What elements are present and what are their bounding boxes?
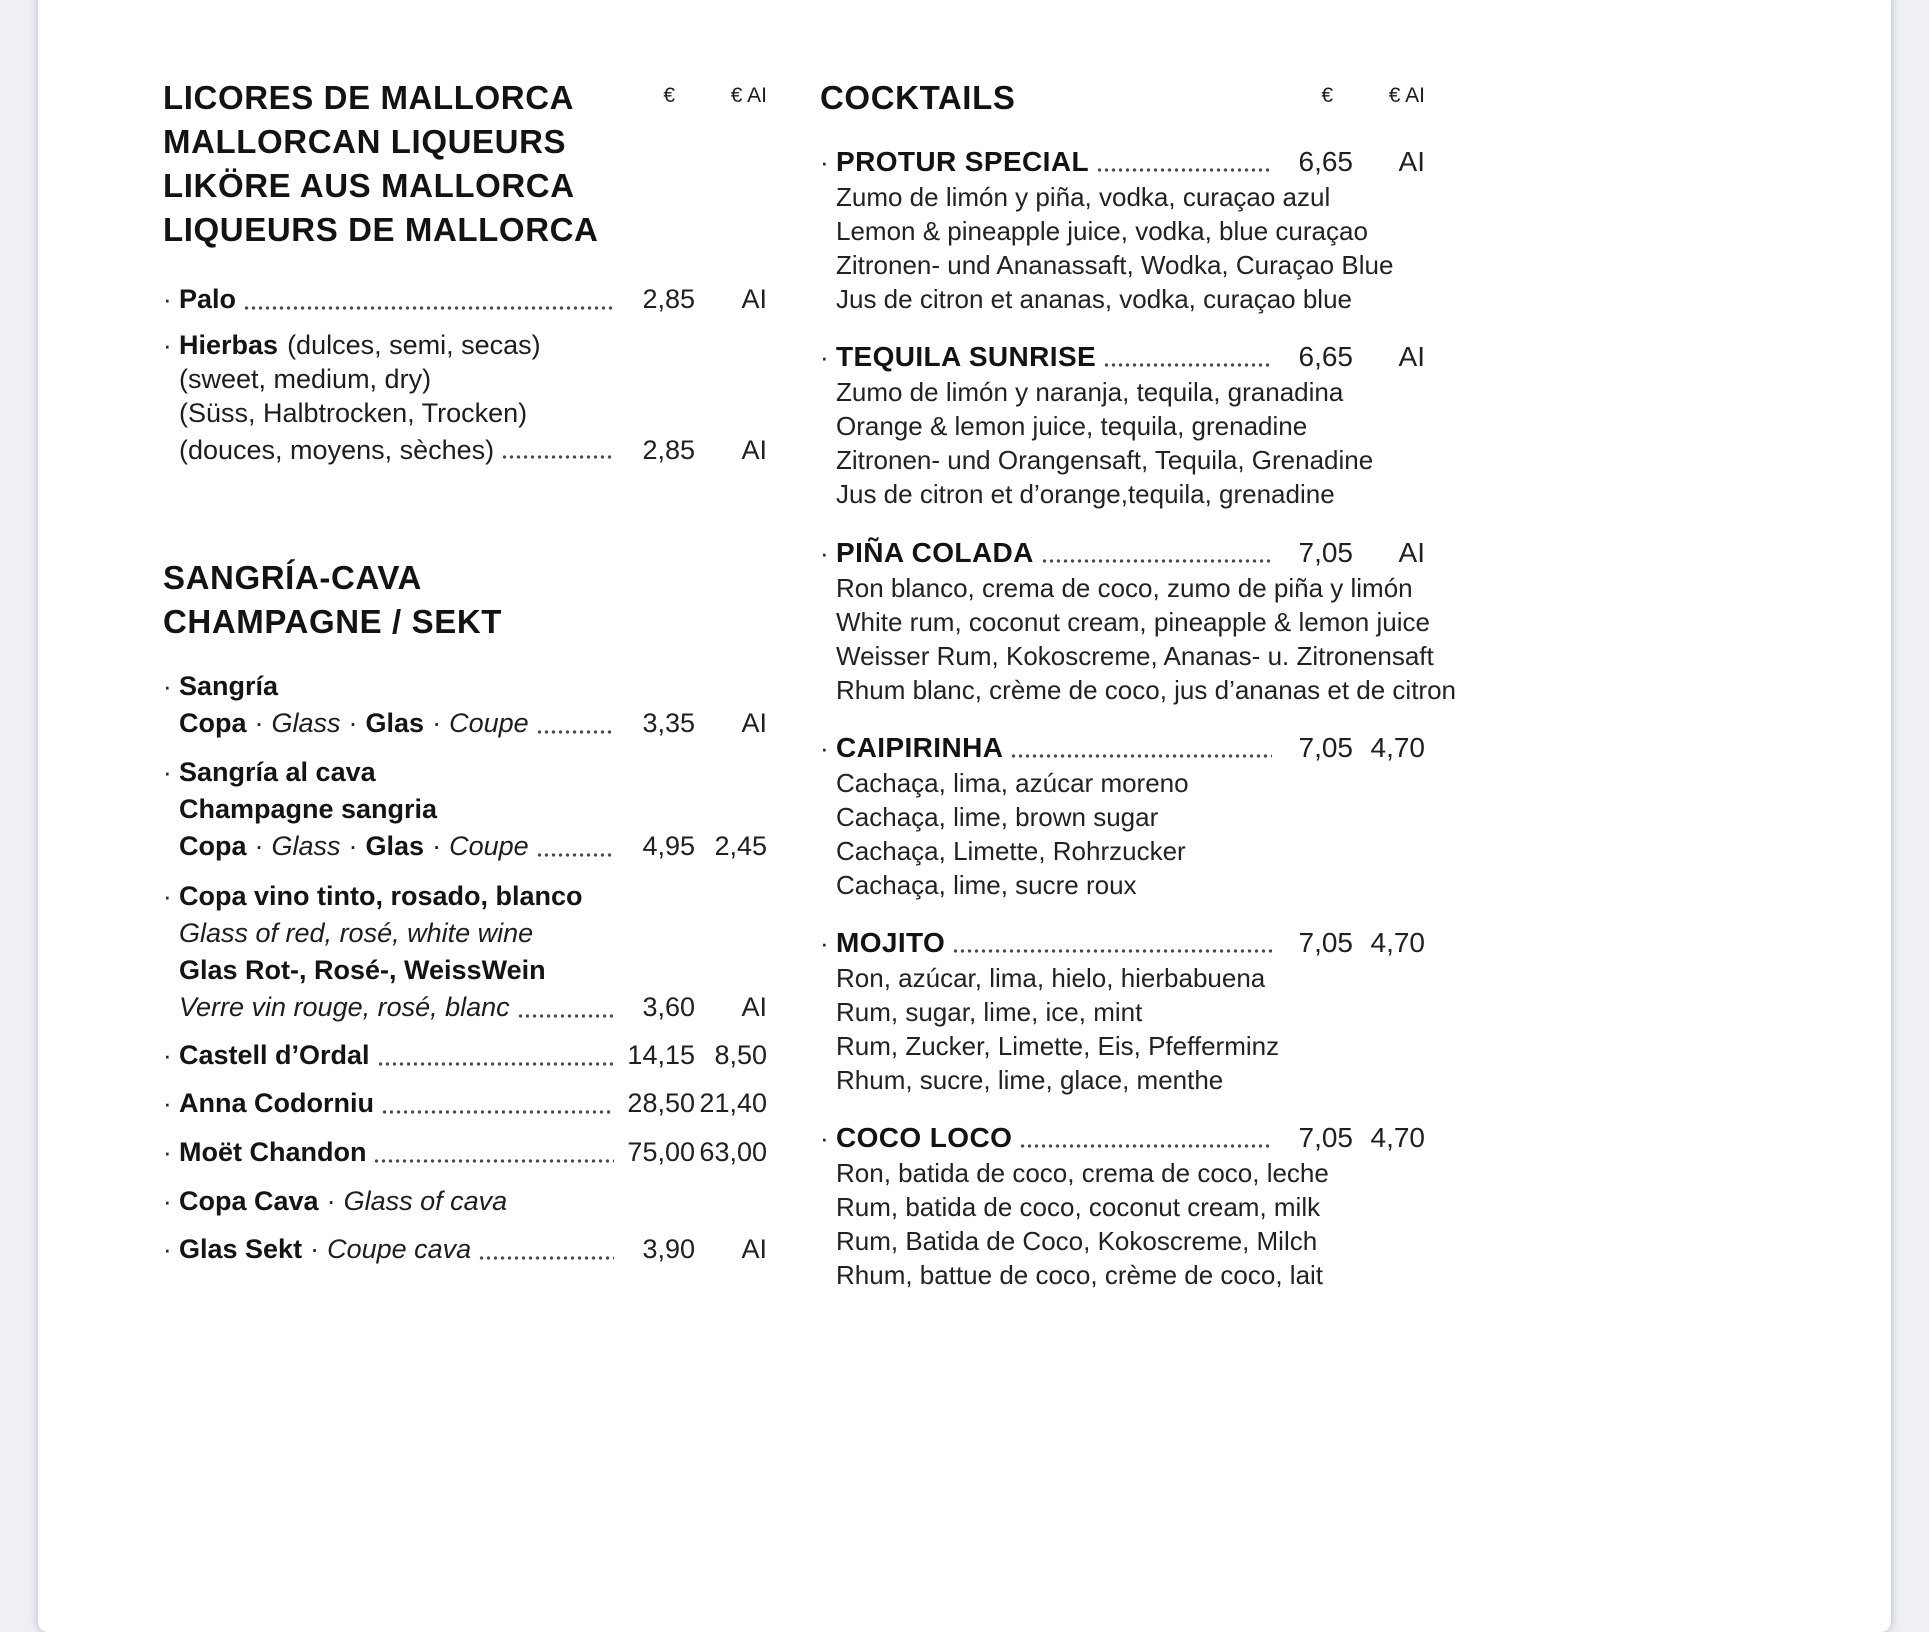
left-column [163, 0, 767, 1620]
ingredients-de: Zitronen- und Orangensaft, Tequila, Grenadine [836, 445, 1374, 475]
item-name: Copa vino tinto, rosado, blanco [179, 881, 583, 911]
dot-leader [478, 1256, 614, 1260]
menu-item-sangria [163, 668, 767, 742]
menu-item-pina-colada [820, 535, 1457, 707]
menu-item-moet-chandon [163, 1134, 767, 1171]
menu-item-caipirinha [820, 730, 1425, 902]
dot-leader [1010, 754, 1272, 758]
ingredients-fr: Rhum, battue de coco, crème de coco, lait [836, 1260, 1324, 1290]
ingredients-en: Rum, batida de coco, coconut cream, milk [836, 1192, 1321, 1222]
item-name: Sangría [179, 671, 279, 701]
menu-item-copa-vino [163, 878, 767, 1026]
menu-item-anna-codorniu [163, 1085, 767, 1122]
price-eur-ai: AI [741, 708, 767, 738]
price-eur-ai: AI [741, 284, 767, 314]
dot-leader [373, 1159, 614, 1163]
price-eur-ai: 4,70 [1370, 1122, 1425, 1153]
item-name: Sangría al cava [179, 757, 376, 787]
ingredients-es: Ron, azúcar, lima, hielo, hierbabuena [836, 963, 1266, 993]
separator-dot: · [254, 708, 264, 738]
ingredients-de: Zitronen- und Ananassaft, Wodka, Curaçao Blue [836, 250, 1394, 280]
ingredients-es: Zumo de limón y naranja, tequila, granadina [836, 377, 1344, 407]
serving-label: Glass [271, 708, 341, 738]
euro-symbol: € [663, 84, 675, 107]
item-translation: Glass of red, rosé, white wine [179, 918, 534, 948]
bullet: · [163, 1040, 172, 1070]
ingredients-es: Zumo de limón y piña, vodka, curaçao azul [836, 182, 1331, 212]
section-title-line: CHAMPAGNE / SEKT [163, 603, 503, 640]
price-eur: 7,05 [1298, 537, 1353, 568]
item-name: PIÑA COLADA [836, 537, 1034, 568]
price-eur-ai: 8,50 [714, 1040, 767, 1070]
price-eur: 2,85 [642, 284, 695, 314]
price-eur-ai: 2,45 [714, 831, 767, 861]
separator-dot: · [432, 708, 442, 738]
ingredients-de: Rum, Batida de Coco, Kokoscreme, Milch [836, 1226, 1318, 1256]
price-eur-ai: 63,00 [699, 1137, 767, 1167]
price-eur: 7,05 [1298, 1122, 1353, 1153]
price-eur-ai: AI [1398, 537, 1425, 568]
section-title-licores [163, 76, 767, 252]
menu-item-sangria-al-cava [163, 754, 767, 865]
ingredients-de: Weisser Rum, Kokoscreme, Ananas- u. Zitronensaft [836, 641, 1434, 671]
dot-leader [517, 1014, 614, 1018]
dot-leader [381, 1110, 614, 1114]
menu-item-mojito [820, 925, 1425, 1097]
ingredients-fr: Rhum blanc, crème de coco, jus d’ananas et de citron [836, 675, 1457, 705]
item-name: Hierbas [179, 330, 279, 360]
bullet: · [163, 757, 172, 787]
separator-dot: · [310, 1234, 320, 1264]
separator-dot: · [348, 708, 358, 738]
price-eur: 14,15 [627, 1040, 695, 1070]
bullet: · [163, 671, 172, 701]
ingredients-en: Cachaça, lime, brown sugar [836, 802, 1159, 832]
item-name: Moët Chandon [179, 1137, 367, 1167]
bullet: · [820, 733, 829, 763]
ingredients-de: Cachaça, Limette, Rohrzucker [836, 836, 1186, 866]
price-eur-ai: AI [1398, 146, 1425, 177]
serving-label: Coupe [449, 708, 529, 738]
price-eur: 28,50 [627, 1088, 695, 1118]
bullet: · [163, 1088, 172, 1118]
ingredients-en: Lemon & pineapple juice, vodka, blue curaçao [836, 216, 1368, 246]
serving-label: Glas [365, 831, 425, 861]
ingredients-fr: Jus de citron et ananas, vodka, curaçao blue [836, 284, 1352, 314]
menu-item-tequila-sunrise [820, 339, 1425, 511]
bullet: · [820, 538, 829, 568]
item-translation: Glass of cava [343, 1186, 508, 1216]
item-name: Glas Sekt [179, 1234, 303, 1264]
menu-item-hierbas [163, 328, 767, 467]
menu-page [38, 0, 1891, 1632]
bullet: · [820, 342, 829, 372]
price-eur: 6,65 [1298, 341, 1353, 372]
price-eur: 75,00 [627, 1137, 695, 1167]
section-title-line: MALLORCAN LIQUEURS [163, 123, 567, 160]
dot-leader [377, 1062, 614, 1066]
separator-dot: · [326, 1186, 336, 1216]
price-eur: 6,65 [1298, 146, 1353, 177]
item-translation: (sweet, medium, dry) [179, 364, 432, 394]
euro-symbol: € [1321, 84, 1333, 107]
bullet: · [163, 1234, 172, 1264]
section-title-line: COCKTAILS [820, 79, 1016, 116]
section-title-line: LICORES DE MALLORCA [163, 79, 575, 116]
price-eur: 3,60 [642, 992, 695, 1022]
item-translation: (douces, moyens, sèches) [179, 435, 495, 465]
ingredients-en: White rum, coconut cream, pineapple & lemon juice [836, 607, 1430, 637]
right-column [820, 0, 1457, 1620]
price-eur: 3,90 [642, 1234, 695, 1264]
price-eur: 7,05 [1298, 732, 1353, 763]
bullet: · [163, 881, 172, 911]
serving-label: Glass [271, 831, 341, 861]
item-translation: Champagne sangria [179, 794, 438, 824]
bullet: · [820, 1123, 829, 1153]
dot-leader [1096, 168, 1272, 172]
item-name: Castell d’Ordal [179, 1040, 370, 1070]
item-translation: Glas Rot-, Rosé-, WeissWein [179, 955, 546, 985]
serving-label: Glas [365, 708, 425, 738]
price-eur-ai: AI [741, 435, 767, 465]
item-translation: (Süss, Halbtrocken, Trocken) [179, 398, 528, 428]
menu-item-protur-special [820, 144, 1425, 316]
item-name: MOJITO [836, 927, 946, 958]
item-name-note: (dulces, semi, secas) [287, 330, 541, 360]
serving-label: Copa [179, 831, 247, 861]
dot-leader [1019, 1144, 1272, 1148]
serving-label: Coupe [449, 831, 529, 861]
section-title-line: LIQUEURS DE MALLORCA [163, 211, 599, 248]
ingredients-en: Rum, sugar, lime, ice, mint [836, 997, 1143, 1027]
ingredients-es: Ron blanco, crema de coco, zumo de piña y limón [836, 573, 1413, 603]
item-name: PROTUR SPECIAL [836, 146, 1089, 177]
item-name: Anna Codorniu [179, 1088, 374, 1118]
euro-ai-symbol: € AI [730, 84, 767, 107]
dot-leader [243, 306, 614, 310]
bullet: · [820, 928, 829, 958]
section-title-line: LIKÖRE AUS MALLORCA [163, 167, 575, 204]
ingredients-en: Orange & lemon juice, tequila, grenadine [836, 411, 1308, 441]
dot-leader [1103, 363, 1272, 367]
section-title-sangria-cava [163, 556, 767, 644]
euro-ai-symbol: € AI [1388, 84, 1425, 107]
menu-item-copa-cava [163, 1183, 767, 1220]
bullet: · [163, 284, 172, 314]
menu-item-castell-dordal [163, 1037, 767, 1074]
dot-leader [1041, 559, 1272, 563]
dot-leader [501, 455, 614, 459]
menu-item-glas-sekt [163, 1231, 767, 1268]
bullet: · [163, 1186, 172, 1216]
item-translation: Coupe cava [327, 1234, 472, 1264]
separator-dot: · [348, 831, 358, 861]
bullet: · [820, 147, 829, 177]
item-translation: Verre vin rouge, rosé, blanc [179, 992, 510, 1022]
separator-dot: · [254, 831, 264, 861]
price-eur: 2,85 [642, 435, 695, 465]
serving-label: Copa [179, 708, 247, 738]
bullet: · [163, 1137, 172, 1167]
menu-item-coco-loco [820, 1120, 1425, 1292]
price-eur-ai: AI [1398, 341, 1425, 372]
item-name: Copa Cava [179, 1186, 319, 1216]
separator-dot: · [432, 831, 442, 861]
dot-leader [952, 949, 1272, 953]
ingredients-es: Ron, batida de coco, crema de coco, leche [836, 1158, 1329, 1188]
item-name: COCO LOCO [836, 1122, 1013, 1153]
price-eur-ai: AI [741, 992, 767, 1022]
item-name: Palo [179, 284, 237, 314]
ingredients-de: Rum, Zucker, Limette, Eis, Pfefferminz [836, 1031, 1280, 1061]
price-eur-ai: 4,70 [1370, 927, 1425, 958]
price-eur-ai: 4,70 [1370, 732, 1425, 763]
dot-leader [536, 853, 614, 857]
menu-item-palo [163, 281, 767, 318]
dot-leader [536, 730, 614, 734]
section-title-cocktails [820, 76, 1425, 120]
item-name: TEQUILA SUNRISE [836, 341, 1097, 372]
price-eur-ai: 21,40 [699, 1088, 767, 1118]
ingredients-fr: Rhum, sucre, lime, glace, menthe [836, 1065, 1224, 1095]
section-title-line: SANGRÍA-CAVA [163, 559, 422, 596]
price-eur-ai: AI [741, 1234, 767, 1264]
ingredients-fr: Cachaça, lime, sucre roux [836, 870, 1137, 900]
bullet: · [163, 330, 172, 360]
price-eur: 3,35 [642, 708, 695, 738]
item-name: CAIPIRINHA [836, 732, 1004, 763]
price-eur: 7,05 [1298, 927, 1353, 958]
ingredients-es: Cachaça, lima, azúcar moreno [836, 768, 1189, 798]
ingredients-fr: Jus de citron et d’orange,tequila, grenadine [836, 479, 1335, 509]
price-eur: 4,95 [642, 831, 695, 861]
